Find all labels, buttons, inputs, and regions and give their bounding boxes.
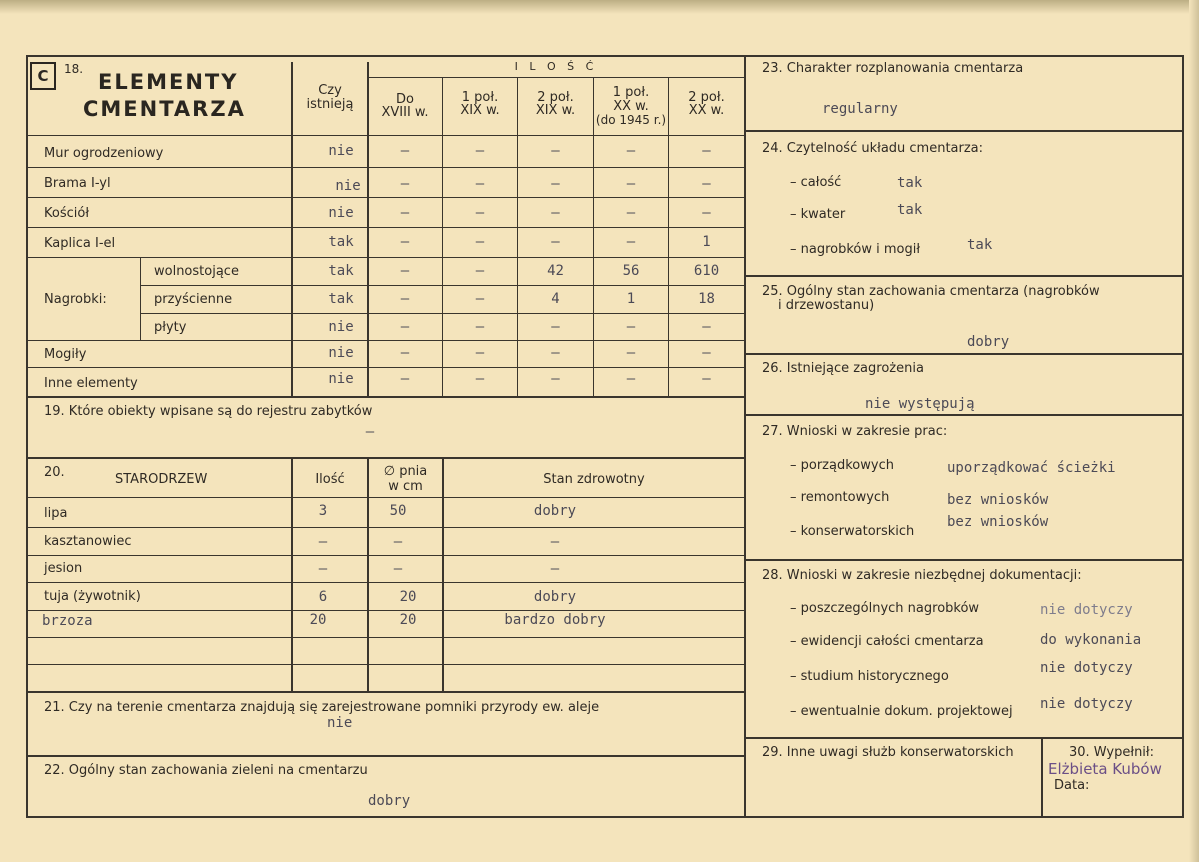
element-label: przyścienne: [154, 292, 233, 307]
tree-diameter: –: [393, 534, 403, 550]
q28-label: 28. Wnioski w zakresie niezbędnej dokumentacji:: [762, 568, 1082, 583]
element-value: –: [626, 345, 636, 361]
element-value: –: [400, 291, 410, 307]
q28-item-value: do wykonania: [1040, 632, 1142, 648]
q30-label: 30. Wypełnił:: [1069, 745, 1154, 760]
grid-line: [744, 559, 1184, 561]
tree-count: 6: [318, 589, 328, 605]
grid-line: [26, 691, 746, 693]
trees-title: STARODRZEW: [115, 472, 208, 487]
grid-line: [26, 367, 746, 368]
q29-label: 29. Inne uwagi służb konserwatorskich: [762, 745, 1014, 760]
element-value: –: [400, 263, 410, 279]
element-value: –: [400, 176, 410, 192]
section-letter-box: C: [30, 62, 56, 90]
grid-line: [744, 353, 1184, 355]
element-value: –: [475, 371, 485, 387]
trees-col-pnia: w cm: [388, 479, 423, 494]
q28-item-label: – poszczególnych nagrobków: [790, 601, 980, 616]
trees-num: 20.: [44, 465, 65, 480]
element-value: –: [626, 176, 636, 192]
q27-item-label: – remontowych: [790, 490, 890, 505]
q28-item-value: nie dotyczy: [1040, 696, 1133, 712]
element-value: –: [551, 319, 560, 335]
period-header: (do 1945 r.): [595, 113, 667, 127]
element-exists: nie: [328, 143, 354, 159]
q27-item-label: – konserwatorskich: [790, 524, 915, 539]
element-value: –: [626, 143, 636, 159]
q28-item-value: nie dotyczy: [1040, 602, 1133, 618]
q30-date-label: Data:: [1054, 778, 1090, 793]
grid-line: [26, 755, 746, 757]
col-ilosc-header: I L O Ś Ć: [514, 60, 598, 73]
period-header: 2 poł.: [537, 90, 574, 105]
element-value: –: [551, 205, 560, 221]
grid-line: [26, 340, 746, 341]
grid-line: [26, 637, 746, 638]
tree-health: dobry: [533, 503, 577, 519]
element-value: –: [475, 345, 485, 361]
element-label: Kaplica I-el: [44, 236, 116, 251]
period-header: 1 poł.: [461, 90, 499, 105]
trees-col-stan: Stan zdrowotny: [543, 472, 645, 487]
element-value: –: [626, 205, 636, 221]
grid-line: [140, 313, 746, 314]
period-header: XIX w.: [535, 103, 576, 118]
element-value: –: [400, 345, 410, 361]
element-value: –: [702, 176, 711, 192]
tree-count: –: [318, 561, 328, 577]
frame-bottom: [26, 816, 1184, 818]
tree-diameter: 20: [399, 589, 417, 605]
tree-diameter: 50: [389, 503, 407, 519]
q24-item-value: tak: [897, 175, 923, 191]
grid-line: [26, 582, 746, 583]
q24-item-value: tak: [897, 202, 923, 218]
q26-label: 26. Istniejące zagrożenia: [762, 361, 924, 376]
element-value: –: [475, 319, 485, 335]
q25-value: dobry: [967, 334, 1010, 350]
grid-line: [26, 457, 746, 459]
element-value: –: [400, 319, 410, 335]
col-czy-line2: istnieją: [306, 97, 354, 112]
element-value: –: [551, 143, 560, 159]
element-value: –: [475, 234, 485, 250]
element-value: 56: [622, 263, 640, 279]
element-label: Mogiły: [44, 347, 87, 362]
tree-health: dobry: [533, 589, 577, 605]
grid-line: [26, 135, 746, 136]
q24-label: 24. Czytelność układu cmentarza:: [762, 141, 984, 156]
grid-line: [26, 197, 746, 198]
paper-top-shadow: [0, 0, 1199, 14]
q22-value: dobry: [368, 793, 411, 809]
period-header: XIX w.: [460, 103, 500, 118]
q28-item-label: – ewidencji całości cmentarza: [790, 634, 984, 649]
q27-item-value: bez wniosków: [947, 514, 1049, 530]
period-header: 2 poł.: [688, 90, 725, 105]
grid-line: [744, 130, 1184, 132]
grid-line: [26, 610, 746, 611]
element-value: –: [626, 234, 636, 250]
tree-name: jesion: [44, 561, 83, 576]
q23-label: 23. Charakter rozplanowania cmentarza: [762, 61, 1024, 76]
q25-label: i drzewostanu): [778, 298, 875, 313]
element-exists: nie: [328, 319, 354, 335]
period-header: XX w.: [688, 103, 725, 118]
element-value: –: [551, 234, 560, 250]
trees-col-ilosc: Ilość: [315, 472, 345, 487]
grid-line: [744, 737, 1184, 739]
q27-item-value: uporządkować ścieżki: [947, 460, 1116, 476]
q28-item-label: – ewentualnie dokum. projektowej: [790, 704, 1013, 719]
element-value: –: [702, 319, 711, 335]
element-value: –: [400, 371, 410, 387]
element-value: 42: [547, 263, 564, 279]
nagrobki-label: Nagrobki:: [44, 292, 107, 307]
element-exists: tak: [328, 234, 354, 250]
tree-count: 3: [318, 503, 328, 519]
period-header: XVIII w.: [381, 105, 429, 120]
q21-label: 21. Czy na terenie cmentarza znajdują się zarejestrowane pomniki przyrody ew. aleje: [44, 700, 600, 715]
grid-line: [26, 257, 746, 258]
grid-line: [368, 77, 746, 78]
element-label: Inne elementy: [44, 376, 138, 391]
element-label: Brama I-yl: [44, 176, 111, 191]
q24-item-label: – całość: [790, 175, 842, 190]
section-title-line1: ELEMENTY: [98, 70, 239, 94]
element-label: wolnostojące: [154, 264, 239, 279]
element-value: –: [400, 143, 410, 159]
q27-label: 27. Wnioski w zakresie prac:: [762, 424, 948, 439]
element-value: 18: [698, 291, 715, 307]
q26-value: nie występują: [865, 396, 975, 412]
paper-right-shadow: [1189, 0, 1199, 862]
q28-item-label: – studium historycznego: [790, 669, 949, 684]
frame-top: [26, 55, 1184, 57]
col-czy-line1: Czy: [318, 83, 342, 98]
q25-label: 25. Ogólny stan zachowania cmentarza (nagrobków: [762, 284, 1100, 299]
element-value: –: [702, 205, 711, 221]
grid-line: [140, 257, 141, 340]
element-exists: tak: [328, 263, 354, 279]
center-divider: [744, 55, 746, 818]
q30-signature-name: Elżbieta Kubów: [1048, 760, 1162, 778]
q19-label: 19. Które obiekty wpisane są do rejestru zabytków: [44, 404, 373, 419]
element-value: –: [702, 371, 711, 387]
q28-item-value: nie dotyczy: [1040, 660, 1133, 676]
frame-right: [1182, 55, 1184, 818]
element-value: –: [475, 291, 485, 307]
grid-line: [26, 497, 746, 498]
element-value: –: [475, 263, 485, 279]
section-number: 18.: [64, 62, 84, 76]
q24-item-label: – nagrobków i mogił: [790, 242, 921, 257]
tree-count: –: [318, 534, 328, 550]
q24-item-label: – kwater: [790, 207, 846, 222]
element-value: –: [551, 345, 560, 361]
grid-line: [26, 664, 746, 665]
element-value: –: [702, 345, 711, 361]
element-value: –: [475, 143, 485, 159]
element-label: Kościół: [44, 206, 90, 221]
tree-health: –: [550, 561, 560, 577]
grid-line: [26, 396, 746, 398]
element-label: Mur ogrodzeniowy: [44, 146, 164, 161]
q19-value: –: [365, 424, 375, 440]
element-exists: nie: [335, 178, 361, 194]
element-value: –: [475, 205, 485, 221]
grid-line: [26, 227, 746, 228]
tree-name: tuja (żywotnik): [44, 589, 141, 604]
tree-diameter: –: [393, 561, 403, 577]
grid-line: [744, 275, 1184, 277]
element-value: –: [475, 176, 485, 192]
q27-item-label: – porządkowych: [790, 458, 894, 473]
tree-count: 20: [309, 612, 327, 628]
tree-health: bardzo dobry: [504, 612, 606, 628]
q24-item-value: tak: [967, 237, 993, 253]
element-exists: nie: [328, 205, 354, 221]
q21-value: nie: [327, 715, 353, 731]
element-value: –: [400, 205, 410, 221]
element-value: 4: [551, 291, 560, 307]
grid-line: [26, 555, 746, 556]
element-value: 1: [626, 291, 636, 307]
period-header: XX w.: [613, 99, 649, 114]
element-value: 1: [702, 234, 711, 250]
element-label: płyty: [154, 320, 187, 335]
period-header: Do: [396, 92, 414, 107]
grid-line: [26, 167, 746, 168]
element-value: –: [626, 319, 636, 335]
element-exists: nie: [328, 371, 354, 387]
tree-health: –: [550, 534, 560, 550]
element-value: –: [551, 176, 560, 192]
element-exists: tak: [328, 291, 354, 307]
tree-name: kasztanowiec: [44, 534, 132, 549]
q22-label: 22. Ogólny stan zachowania zieleni na cmentarzu: [44, 763, 368, 778]
section-title-line2: CMENTARZA: [83, 97, 246, 121]
element-value: –: [702, 143, 711, 159]
tree-diameter: 20: [399, 612, 417, 628]
grid-line: [26, 527, 746, 528]
element-value: –: [400, 234, 410, 250]
tree-name: lipa: [44, 506, 68, 521]
element-exists: nie: [328, 345, 354, 361]
element-value: –: [626, 371, 636, 387]
trees-col-pnia: ∅ pnia: [383, 464, 428, 479]
grid-line: [140, 285, 746, 286]
element-value: –: [551, 371, 560, 387]
q23-value: regularny: [822, 101, 898, 117]
period-header: 1 poł.: [612, 85, 650, 100]
q27-item-value: bez wniosków: [947, 492, 1049, 508]
grid-line: [744, 414, 1184, 416]
element-value: 610: [693, 263, 720, 279]
grid-line: [1041, 737, 1043, 818]
tree-name: brzoza: [42, 613, 93, 629]
frame-left: [26, 55, 28, 818]
